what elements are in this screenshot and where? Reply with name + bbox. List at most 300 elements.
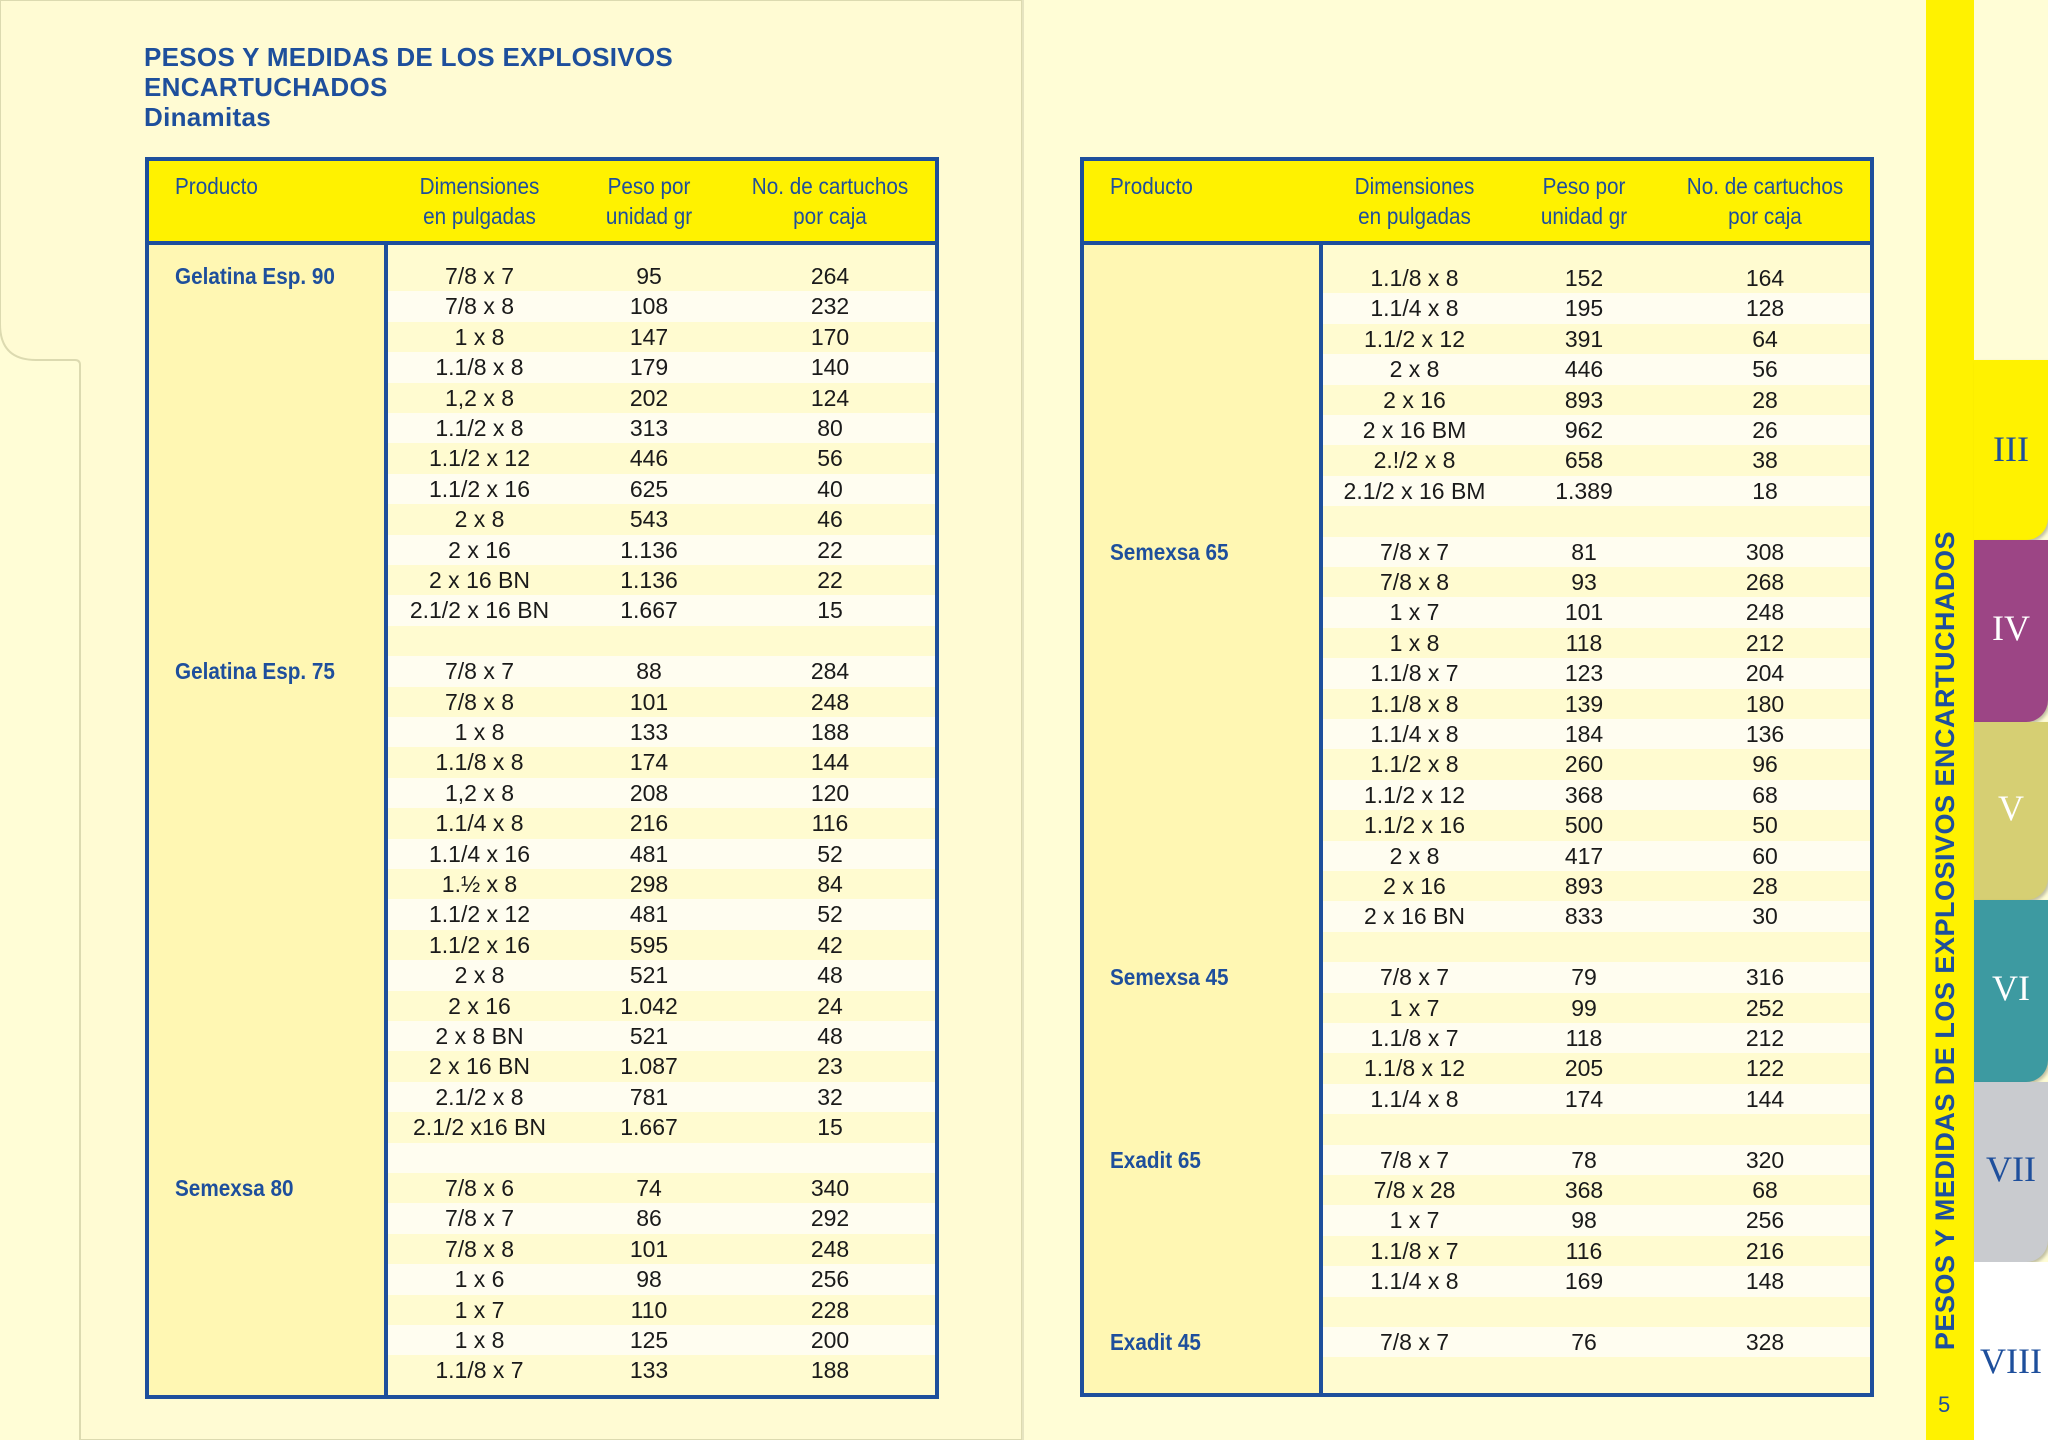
- cell-cartuchos: 56: [1752, 356, 1778, 383]
- cell-cartuchos: 284: [810, 658, 850, 685]
- cell-dimensiones: 2 x 16: [1383, 873, 1446, 899]
- cell-peso: 446: [629, 445, 669, 472]
- table-row: [388, 474, 935, 504]
- cell-cartuchos: 128: [1745, 295, 1785, 322]
- subtitle: Dinamitas: [144, 102, 271, 132]
- cell-peso: 1.136: [620, 536, 678, 563]
- cell-peso: 95: [636, 263, 662, 289]
- cell-dimensiones: 1 x 6: [454, 1266, 505, 1293]
- table-row: [1323, 780, 1870, 810]
- cell-dimensiones: 7/8 x 7: [444, 1205, 515, 1232]
- header-cartuchos: No. de cartuchos por caja: [1686, 173, 1844, 229]
- section-tab-label: IV: [1992, 608, 2030, 648]
- product-name: Semexsa 80: [175, 1175, 294, 1201]
- cell-peso: 101: [629, 1235, 669, 1262]
- table-body: [388, 261, 935, 1395]
- cell-dimensiones: 1.1/2 x 16: [428, 931, 531, 958]
- cell-peso: 833: [1564, 903, 1604, 930]
- cell-dimensiones: 7/8 x 6: [444, 1175, 515, 1201]
- cell-peso: 195: [1564, 295, 1604, 322]
- cell-cartuchos: 38: [1752, 447, 1778, 474]
- cell-cartuchos: 232: [810, 293, 850, 320]
- vertical-section-title: PESOS Y MEDIDAS DE LOS EXPLOSIVOS ENCARTUCHADOS: [1930, 530, 1960, 1350]
- cell-cartuchos: 46: [817, 506, 843, 533]
- product-column: [1084, 245, 1319, 1393]
- cell-dimensiones: 2 x 16: [1383, 386, 1446, 413]
- cell-cartuchos: 328: [1745, 1329, 1785, 1355]
- cell-peso: 481: [629, 840, 669, 867]
- header-producto: Producto: [175, 173, 258, 199]
- cell-cartuchos: 144: [810, 749, 850, 776]
- cell-dimensiones: 2 x 16 BM: [1362, 417, 1467, 443]
- cell-cartuchos: 52: [817, 901, 843, 928]
- page-fold: [1022, 0, 1024, 1440]
- cell-dimensiones: 1.1/2 x 8: [435, 415, 524, 441]
- cell-dimensiones: 1.1/8 x 8: [1370, 265, 1459, 291]
- table-row: [1323, 324, 1870, 354]
- table-row: [1323, 962, 1870, 992]
- cell-cartuchos: 116: [811, 810, 849, 837]
- cell-dimensiones: 1.1/4 x 8: [1370, 721, 1459, 747]
- table-row: [388, 1173, 935, 1203]
- table-row: [1323, 901, 1870, 931]
- table-body: [1323, 263, 1870, 1383]
- table-row: [388, 1143, 935, 1173]
- cell-cartuchos: 48: [817, 962, 843, 989]
- cell-dimensiones: 2.1/2 x 16 BN: [409, 597, 550, 624]
- cell-cartuchos: 80: [817, 415, 843, 441]
- table-row: [388, 1203, 935, 1233]
- cell-dimensiones: 2 x 8: [454, 506, 505, 533]
- cell-peso: 74: [636, 1175, 662, 1201]
- cell-dimensiones: 1 x 7: [454, 1296, 505, 1323]
- cell-peso: 123: [1564, 660, 1604, 687]
- cell-dimensiones: 2 x 16: [448, 536, 511, 563]
- cell-dimensiones: 1.1/8 x 7: [1370, 1025, 1459, 1051]
- cell-cartuchos: [727, 626, 933, 656]
- cell-cartuchos: 68: [1752, 781, 1778, 808]
- cell-dimensiones: 1.1/2 x 12: [1363, 325, 1466, 352]
- cell-dimensiones: 7/8 x 7: [444, 263, 515, 289]
- cell-dimensiones: 7/8 x 8: [1379, 569, 1450, 595]
- cell-peso: 184: [1564, 721, 1604, 747]
- cell-dimensiones: 2 x 8: [454, 962, 505, 989]
- cell-cartuchos: 248: [1745, 599, 1785, 626]
- cell-peso: [1506, 1297, 1662, 1327]
- table-row: [1323, 354, 1870, 384]
- cell-cartuchos: [1662, 506, 1868, 536]
- table-row: [1323, 658, 1870, 688]
- table-row: [1323, 1084, 1870, 1114]
- table-row: [388, 1325, 935, 1355]
- cell-peso: 368: [1564, 1177, 1604, 1203]
- cell-peso: 99: [1571, 994, 1597, 1021]
- table-row: [388, 1112, 935, 1142]
- section-sidebar: [1926, 0, 2048, 1440]
- table-row: [388, 413, 935, 443]
- table-row: [388, 899, 935, 929]
- cell-dimensiones: 1.1/4 x 16: [428, 840, 531, 867]
- product-name: Gelatina Esp. 75: [175, 658, 335, 685]
- cell-cartuchos: 42: [817, 931, 843, 958]
- cell-peso: 98: [636, 1266, 662, 1293]
- table-row: [388, 656, 935, 686]
- cell-peso: 101: [629, 688, 669, 715]
- cell-peso: [1506, 506, 1662, 536]
- cell-dimensiones: 1 x 8: [454, 323, 505, 350]
- table-row: [388, 1295, 935, 1325]
- table-header: [149, 161, 935, 245]
- table-row: [1323, 1145, 1870, 1175]
- cell-peso: 174: [629, 749, 669, 776]
- cell-dimensiones: 7/8 x 28: [1373, 1177, 1456, 1203]
- cell-cartuchos: 204: [1745, 660, 1785, 687]
- cell-peso: 125: [629, 1327, 669, 1353]
- cell-peso: 298: [629, 871, 669, 897]
- header-producto: Producto: [1110, 173, 1193, 199]
- cell-cartuchos: 212: [1745, 629, 1785, 656]
- cell-cartuchos: 292: [810, 1205, 850, 1232]
- table-row: [388, 930, 935, 960]
- cell-cartuchos: [727, 1143, 933, 1173]
- table-row: [388, 595, 935, 625]
- cell-dimensiones: [1323, 506, 1506, 536]
- cell-dimensiones: 1.1/4 x 8: [1370, 1268, 1459, 1295]
- cell-cartuchos: 60: [1752, 842, 1778, 869]
- cell-peso: [571, 626, 727, 656]
- cell-peso: 88: [636, 658, 662, 685]
- table-row: [388, 1021, 935, 1051]
- table-row: [388, 839, 935, 869]
- cell-dimensiones: 2.!/2 x 8: [1373, 447, 1456, 474]
- header-peso: Peso por unidad gr: [605, 173, 693, 229]
- cell-cartuchos: 248: [810, 1235, 850, 1262]
- cell-peso: 500: [1564, 812, 1604, 839]
- cell-cartuchos: 68: [1752, 1177, 1778, 1203]
- cell-peso: 133: [629, 1357, 669, 1384]
- table-row: [1323, 597, 1870, 627]
- table-row: [388, 808, 935, 838]
- table-row: [1323, 628, 1870, 658]
- table-row: [388, 960, 935, 990]
- cell-cartuchos: 122: [1745, 1055, 1785, 1082]
- cell-cartuchos: 140: [810, 354, 850, 381]
- cell-cartuchos: 200: [810, 1327, 850, 1353]
- table-row: [1323, 476, 1870, 506]
- cell-cartuchos: [1662, 932, 1868, 962]
- cell-cartuchos: 48: [817, 1023, 843, 1049]
- section-tab-label: V: [1998, 788, 2024, 828]
- cell-cartuchos: 248: [810, 688, 850, 715]
- table-row: [388, 991, 935, 1021]
- cell-cartuchos: 96: [1752, 751, 1778, 778]
- cell-peso: 108: [629, 293, 669, 320]
- title-line-2: ENCARTUCHADOS: [144, 72, 388, 102]
- cell-dimensiones: 1.1/8 x 7: [1370, 660, 1459, 687]
- cell-dimensiones: 1 x 7: [1389, 599, 1440, 626]
- table-row: [1323, 1297, 1870, 1327]
- table-row: [1323, 385, 1870, 415]
- cell-cartuchos: 308: [1745, 538, 1785, 565]
- cell-cartuchos: [1662, 1297, 1868, 1327]
- cell-cartuchos: 40: [817, 475, 843, 502]
- table-row: [388, 535, 935, 565]
- cell-cartuchos: 268: [1745, 569, 1785, 595]
- table-row: [388, 747, 935, 777]
- cell-peso: 625: [629, 475, 669, 502]
- cell-peso: 1.667: [620, 597, 678, 624]
- cell-cartuchos: 136: [1745, 721, 1785, 747]
- table-row: [388, 383, 935, 413]
- cell-cartuchos: 316: [1745, 964, 1785, 991]
- cell-dimensiones: 1.1/8 x 7: [1370, 1237, 1459, 1264]
- cell-cartuchos: 26: [1752, 417, 1778, 443]
- cell-cartuchos: 28: [1752, 386, 1778, 413]
- cell-dimensiones: 1 x 8: [1389, 629, 1440, 656]
- cell-peso: 543: [629, 506, 669, 533]
- product-name: Semexsa 45: [1110, 964, 1229, 991]
- cell-peso: 208: [629, 779, 669, 806]
- cell-cartuchos: 188: [810, 719, 850, 745]
- cell-peso: 1.136: [620, 567, 678, 593]
- cell-cartuchos: 56: [817, 445, 843, 472]
- cell-cartuchos: 340: [810, 1175, 850, 1201]
- table-row: [388, 1082, 935, 1112]
- cell-dimensiones: [1323, 1114, 1506, 1144]
- section-tab-label: III: [1993, 429, 2029, 469]
- table-row: [388, 1051, 935, 1081]
- cell-dimensiones: 2 x 16 BN: [429, 567, 530, 593]
- cell-peso: 260: [1564, 751, 1604, 778]
- cell-dimensiones: 1.1/2 x 12: [1363, 781, 1466, 808]
- cell-dimensiones: 1.½ x 8: [441, 871, 518, 897]
- cell-dimensiones: 1.1/4 x 8: [1370, 1085, 1459, 1112]
- cell-peso: 98: [1571, 1207, 1597, 1234]
- section-tab-label: VII: [1986, 1149, 2036, 1189]
- table-header: [1084, 161, 1870, 245]
- section-tab-v[interactable]: [1974, 722, 2048, 900]
- cell-peso: 521: [629, 1023, 669, 1049]
- table-row: [388, 687, 935, 717]
- table-row: [1323, 719, 1870, 749]
- table-row: [1323, 445, 1870, 475]
- table-row: [388, 504, 935, 534]
- product-name: Exadit 65: [1110, 1146, 1201, 1173]
- cell-dimensiones: 1,2 x 8: [444, 779, 515, 806]
- table-row: [388, 869, 935, 899]
- table-row: [1323, 1236, 1870, 1266]
- cell-dimensiones: 2 x 16 BN: [1364, 903, 1465, 930]
- table-row: [388, 717, 935, 747]
- table-row: [1323, 810, 1870, 840]
- section-tab-iv[interactable]: [1974, 540, 2048, 722]
- cell-dimensiones: 1.1/2 x 12: [428, 901, 531, 928]
- cell-cartuchos: 228: [810, 1296, 850, 1323]
- cell-peso: 152: [1564, 265, 1604, 291]
- cell-peso: 118: [1565, 1025, 1603, 1051]
- cell-cartuchos: 15: [817, 1114, 843, 1141]
- cell-cartuchos: 18: [1752, 477, 1778, 504]
- cell-dimensiones: 1.1/8 x 8: [435, 749, 524, 776]
- cell-dimensiones: 7/8 x 7: [444, 658, 515, 685]
- table-row: [388, 443, 935, 473]
- cell-dimensiones: 2.1/2 x 8: [435, 1083, 524, 1110]
- section-tab-viii[interactable]: [1974, 1262, 2048, 1440]
- cell-cartuchos: 120: [810, 779, 850, 806]
- table-row: [1323, 993, 1870, 1023]
- cell-dimensiones: 7/8 x 8: [444, 293, 515, 320]
- cell-cartuchos: 256: [1745, 1207, 1785, 1234]
- table-left: [145, 157, 939, 1399]
- cell-peso: 133: [629, 719, 669, 745]
- cell-cartuchos: 148: [1745, 1268, 1785, 1295]
- cell-cartuchos: 50: [1752, 812, 1778, 839]
- cell-dimensiones: 7/8 x 7: [1379, 538, 1450, 565]
- table-row: [388, 626, 935, 656]
- cell-peso: 1.389: [1555, 477, 1613, 504]
- cell-cartuchos: 24: [817, 992, 843, 1019]
- cell-dimensiones: 1.1/2 x 12: [428, 445, 531, 472]
- table-row: [1323, 841, 1870, 871]
- cell-dimensiones: 1.1/4 x 8: [1370, 295, 1459, 322]
- title-line-1: PESOS Y MEDIDAS DE LOS EXPLOSIVOS: [144, 42, 674, 72]
- cell-peso: 202: [629, 384, 669, 411]
- header-cartuchos: No. de cartuchos por caja: [751, 173, 909, 229]
- table-row: [1323, 871, 1870, 901]
- cell-peso: 93: [1571, 569, 1597, 595]
- cell-cartuchos: 32: [817, 1083, 843, 1110]
- product-column: [149, 245, 384, 1395]
- table-right: [1080, 157, 1874, 1397]
- cell-cartuchos: 22: [817, 536, 843, 563]
- header-dimensiones: Dimensiones en pulgadas: [1354, 173, 1475, 229]
- cell-peso: 110: [630, 1296, 668, 1323]
- table-row: [388, 322, 935, 352]
- table-row: [388, 1264, 935, 1294]
- table-row: [1323, 1175, 1870, 1205]
- section-tab-label: VI: [1992, 968, 2030, 1008]
- cell-peso: 205: [1564, 1055, 1604, 1082]
- cell-dimensiones: 1.1/8 x 8: [435, 354, 524, 381]
- cell-peso: 658: [1564, 447, 1604, 474]
- cell-cartuchos: 216: [1745, 1237, 1785, 1264]
- cell-dimensiones: 7/8 x 7: [1379, 1146, 1450, 1173]
- cell-dimensiones: 7/8 x 7: [1379, 964, 1450, 991]
- cell-dimensiones: 2 x 16: [448, 992, 511, 1019]
- cell-cartuchos: [1662, 1114, 1868, 1144]
- header-peso: Peso por unidad gr: [1540, 173, 1628, 229]
- cell-dimensiones: 2 x 8 BN: [435, 1023, 524, 1049]
- cell-peso: 595: [629, 931, 669, 958]
- cell-cartuchos: 23: [817, 1053, 843, 1080]
- cell-dimensiones: 1 x 7: [1389, 994, 1440, 1021]
- cell-dimensiones: 2.1/2 x16 BN: [413, 1114, 546, 1141]
- cell-peso: 781: [629, 1083, 669, 1110]
- cell-peso: 101: [1564, 599, 1604, 626]
- cell-dimensiones: 1,2 x 8: [444, 384, 515, 411]
- cell-cartuchos: 124: [810, 384, 850, 411]
- table-row: [1323, 415, 1870, 445]
- table-row: [388, 778, 935, 808]
- table-row: [388, 1234, 935, 1264]
- table-row: [1323, 263, 1870, 293]
- cell-dimensiones: 1 x 8: [454, 719, 505, 745]
- cell-cartuchos: 84: [817, 871, 843, 897]
- cell-dimensiones: 1.1/2 x 8: [1370, 751, 1459, 778]
- cell-peso: 893: [1564, 386, 1604, 413]
- cell-peso: 86: [636, 1205, 662, 1232]
- cell-dimensiones: 1.1/8 x 12: [1363, 1055, 1466, 1082]
- cell-peso: 179: [629, 354, 669, 381]
- cell-dimensiones: 1.1/8 x 7: [435, 1357, 524, 1384]
- table-row: [1323, 1114, 1870, 1144]
- table-row: [388, 1355, 935, 1385]
- cell-cartuchos: 22: [817, 567, 843, 593]
- cell-peso: 893: [1564, 873, 1604, 899]
- cell-peso: 216: [629, 810, 669, 837]
- cell-peso: 147: [629, 323, 669, 350]
- section-tab-iii[interactable]: [1974, 360, 2048, 540]
- cell-peso: 116: [1565, 1237, 1603, 1264]
- cell-dimensiones: 2.1/2 x 16 BM: [1343, 477, 1486, 504]
- cell-dimensiones: 1 x 8: [454, 1327, 505, 1353]
- cell-peso: 521: [629, 962, 669, 989]
- cell-peso: 139: [1564, 690, 1604, 717]
- cell-peso: 417: [1564, 842, 1604, 869]
- cell-dimensiones: 7/8 x 7: [1379, 1329, 1450, 1355]
- cell-cartuchos: 264: [810, 263, 850, 289]
- cell-dimensiones: 2 x 16 BN: [429, 1053, 530, 1080]
- table-row: [388, 352, 935, 382]
- section-tab-vii[interactable]: [1974, 1082, 2048, 1262]
- table-row: [388, 261, 935, 291]
- cell-cartuchos: 212: [1745, 1025, 1785, 1051]
- cell-peso: [571, 1143, 727, 1173]
- cell-cartuchos: 252: [1745, 994, 1785, 1021]
- page-number: 5: [1938, 1392, 1951, 1417]
- cell-cartuchos: 170: [810, 323, 850, 350]
- cell-peso: 1.087: [620, 1053, 678, 1080]
- cell-cartuchos: 30: [1752, 903, 1778, 930]
- cell-cartuchos: 28: [1752, 873, 1778, 899]
- table-row: [388, 565, 935, 595]
- product-name: Gelatina Esp. 90: [175, 263, 335, 289]
- cell-cartuchos: 320: [1745, 1146, 1785, 1173]
- cell-dimensiones: 1.1/8 x 8: [1370, 690, 1459, 717]
- cell-peso: 391: [1564, 325, 1604, 352]
- cell-peso: 446: [1564, 356, 1604, 383]
- cell-peso: 169: [1564, 1268, 1604, 1295]
- cell-dimensiones: 1 x 7: [1389, 1207, 1440, 1234]
- table-row: [1323, 932, 1870, 962]
- cell-peso: 313: [629, 415, 669, 441]
- cell-peso: [1506, 1114, 1662, 1144]
- cell-peso: 368: [1564, 781, 1604, 808]
- table-row: [1323, 1327, 1870, 1357]
- table-row: [1323, 1266, 1870, 1296]
- cell-dimensiones: 1.1/2 x 16: [428, 475, 531, 502]
- cell-peso: 79: [1571, 964, 1597, 991]
- section-tab-label: VIII: [1980, 1341, 2042, 1381]
- section-tab-vi[interactable]: [1974, 900, 2048, 1082]
- product-name: Exadit 45: [1110, 1329, 1201, 1355]
- cell-dimensiones: 7/8 x 8: [444, 688, 515, 715]
- cell-cartuchos: 144: [1745, 1085, 1785, 1112]
- cell-cartuchos: 188: [810, 1357, 850, 1384]
- cell-peso: 78: [1571, 1146, 1597, 1173]
- table-row: [1323, 1053, 1870, 1083]
- cell-peso: 81: [1571, 538, 1597, 565]
